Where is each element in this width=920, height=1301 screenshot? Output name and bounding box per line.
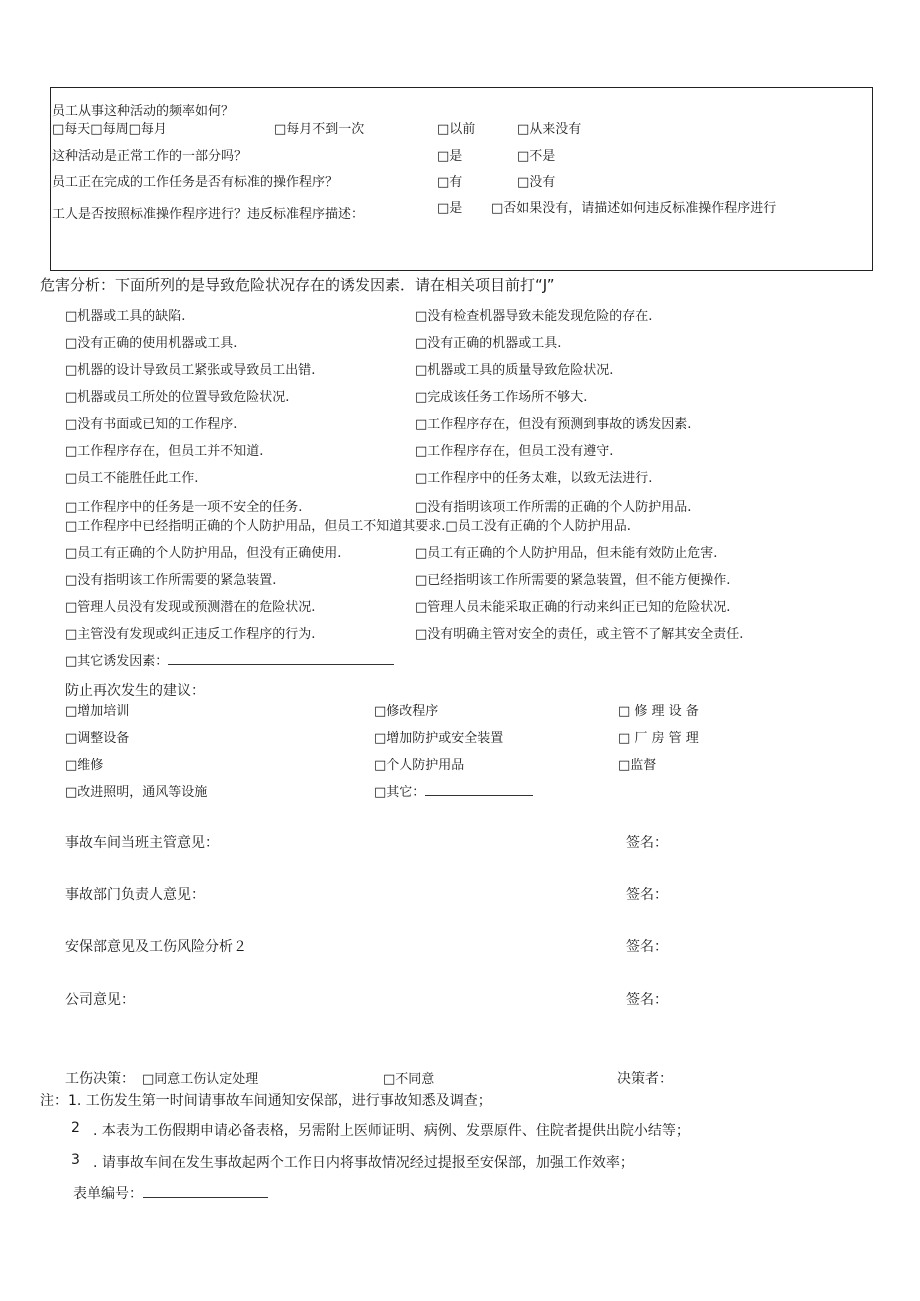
- decision-agree-option[interactable]: □同意工伤认定处理: [142, 1072, 259, 1087]
- prevention-heading: 防止再次发生的建议：: [65, 683, 205, 699]
- hazard-other-label[interactable]: □其它诱发因素：: [65, 654, 169, 669]
- hazard-factor-item[interactable]: □工作程序中的任务太难，以致无法进行.: [415, 471, 653, 486]
- hazard-factor-item[interactable]: □工作程序存在，但员工没有遵守.: [415, 444, 614, 459]
- hazard-factor-item[interactable]: □机器或员工所处的位置导致危险状况.: [65, 390, 290, 405]
- hazard-factor-item[interactable]: □没有书面或已知的工作程序.: [65, 417, 238, 432]
- signature-label: 签名：: [626, 992, 668, 1008]
- signature-label: 签名：: [626, 835, 668, 851]
- prevention-option[interactable]: □增加培训: [65, 704, 130, 719]
- hazard-other-row: [65, 650, 394, 669]
- follow-procedure-question: 工人是否按照标准操作程序进行？违反标准程序描述：: [52, 207, 365, 222]
- hazard-factor-item[interactable]: □机器的设计导致员工紧张或导致员工出错.: [65, 363, 316, 378]
- hazard-factor-item[interactable]: □机器或工具的缺陷.: [65, 309, 186, 324]
- hazard-factor-item[interactable]: □工作程序存在，但没有预测到事故的诱发因素.: [415, 417, 692, 432]
- hazard-factor-item[interactable]: □员工有正确的个人防护用品，但未能有效防止危害.: [415, 546, 718, 561]
- signature-label: 签名：: [626, 887, 668, 903]
- prevention-option[interactable]: □ 厂 房 管 理: [618, 731, 699, 746]
- hazard-item-wide[interactable]: □工作程序中已经指明正确的个人防护用品，但员工不知道其要求.□员工没有正确的个人防护用品.: [65, 519, 631, 534]
- note-1: 注：1. 工伤发生第一时间请事故车间通知安保部，进行事故知悉及调查；: [40, 1093, 492, 1109]
- prevention-option[interactable]: □增加防护或安全装置: [374, 731, 504, 746]
- hazard-factor-item[interactable]: □没有正确的使用机器或工具.: [65, 336, 238, 351]
- frequency-option-daily-weekly-monthly[interactable]: □每天□每周□每月: [52, 122, 167, 137]
- prevention-option[interactable]: □改进照明，通风等设施: [65, 785, 208, 800]
- hazard-factor-item[interactable]: □没有指明该工作所需要的紧急装置.: [65, 573, 277, 588]
- hazard-factor-item[interactable]: □管理人员未能采取正确的行动来纠正已知的危险状况.: [415, 600, 731, 615]
- note-3-number: 3: [71, 1152, 80, 1168]
- prevention-option[interactable]: □维修: [65, 758, 104, 773]
- form-number-row: [73, 1183, 268, 1203]
- prevention-option[interactable]: □个人防护用品: [374, 758, 465, 773]
- prevention-other-row: [374, 781, 533, 800]
- standard-procedure-yes[interactable]: □有: [437, 175, 463, 190]
- follow-procedure-no[interactable]: □否如果没有，请描述如何违反标准操作程序进行: [491, 201, 777, 216]
- prevention-option[interactable]: □调整设备: [65, 731, 130, 746]
- hazard-factor-item[interactable]: □员工不能胜任此工作.: [65, 471, 199, 486]
- hazard-heading: 危害分析：下面所列的是导致危险状况存在的诱发因素．请在相关项目前打“J”: [40, 276, 555, 294]
- prevention-option[interactable]: □ 修 理 设 备: [618, 704, 699, 719]
- hazard-other-input-line[interactable]: [168, 663, 394, 665]
- prevention-other-label[interactable]: □其它：: [374, 785, 426, 800]
- frequency-option-before[interactable]: □以前: [437, 122, 476, 137]
- note-2-text: . 本表为工伤假期申请必备表格，另需附上医师证明、病例、发票原件、住院者提供出院小结等；: [93, 1123, 690, 1139]
- hazard-factor-item[interactable]: □工作程序存在，但员工并不知道.: [65, 444, 264, 459]
- hazard-factor-item[interactable]: □员工有正确的个人防护用品，但没有正确使用.: [65, 546, 342, 561]
- decision-disagree-option[interactable]: □不同意: [383, 1072, 435, 1087]
- hazard-factor-item[interactable]: □已经指明该工作所需要的紧急装置，但不能方便操作.: [415, 573, 731, 588]
- opinion-label: 公司意见：: [65, 992, 135, 1008]
- frequency-option-less-monthly[interactable]: □每月不到一次: [274, 122, 365, 137]
- decision-maker-label: 决策者：: [617, 1071, 673, 1087]
- opinion-label: 事故车间当班主管意见：: [65, 835, 219, 851]
- hazard-factor-item[interactable]: □主管没有发现或纠正违反工作程序的行为.: [65, 627, 316, 642]
- frequency-question: 员工从事这种活动的频率如何？: [52, 104, 235, 119]
- normal-work-yes[interactable]: □是: [437, 149, 463, 164]
- note-2-number: 2: [71, 1120, 80, 1136]
- follow-procedure-yes[interactable]: □是: [437, 201, 463, 216]
- prevention-option[interactable]: □修改程序: [374, 704, 439, 719]
- hazard-item-clipped-left[interactable]: □工作程序中的任务是一项不安全的任务.: [65, 500, 303, 515]
- standard-procedure-no[interactable]: □没有: [517, 175, 556, 190]
- decision-label: 工伤决策：: [65, 1071, 135, 1087]
- hazard-factor-item[interactable]: □机器或工具的质量导致危险状况.: [415, 363, 614, 378]
- prevention-option[interactable]: □监督: [618, 758, 657, 773]
- hazard-factor-item[interactable]: □没有正确的机器或工具.: [415, 336, 562, 351]
- prevention-other-input-line[interactable]: [425, 794, 533, 796]
- normal-work-no[interactable]: □不是: [517, 149, 556, 164]
- form-number-label: 表单编号：: [73, 1186, 143, 1202]
- hazard-factor-item[interactable]: □没有明确主管对安全的责任，或主管不了解其安全责任.: [415, 627, 744, 642]
- hazard-item-clipped-right[interactable]: □没有指明该项工作所需的正确的个人防护用品.: [415, 500, 692, 515]
- hazard-factor-item[interactable]: □没有检查机器导致未能发现危险的存在.: [415, 309, 653, 324]
- frequency-option-never[interactable]: □从来没有: [517, 122, 582, 137]
- hazard-factor-item[interactable]: □管理人员没有发现或预测潜在的危险状况.: [65, 600, 316, 615]
- note-3-text: . 请事故车间在发生事故起两个工作日内将事故情况经过提报至安保部，加强工作效率；: [93, 1155, 634, 1171]
- opinion-label: 安保部意见及工伤风险分析２: [65, 939, 247, 955]
- opinion-label: 事故部门负责人意见：: [65, 887, 205, 903]
- normal-work-question: 这种活动是正常工作的一部分吗？: [52, 149, 248, 164]
- signature-label: 签名：: [626, 939, 668, 955]
- hazard-factor-item[interactable]: □完成该任务工作场所不够大.: [415, 390, 588, 405]
- standard-procedure-question: 员工正在完成的工作任务是否有标准的操作程序？: [52, 175, 339, 190]
- form-number-input-line[interactable]: [143, 1196, 268, 1198]
